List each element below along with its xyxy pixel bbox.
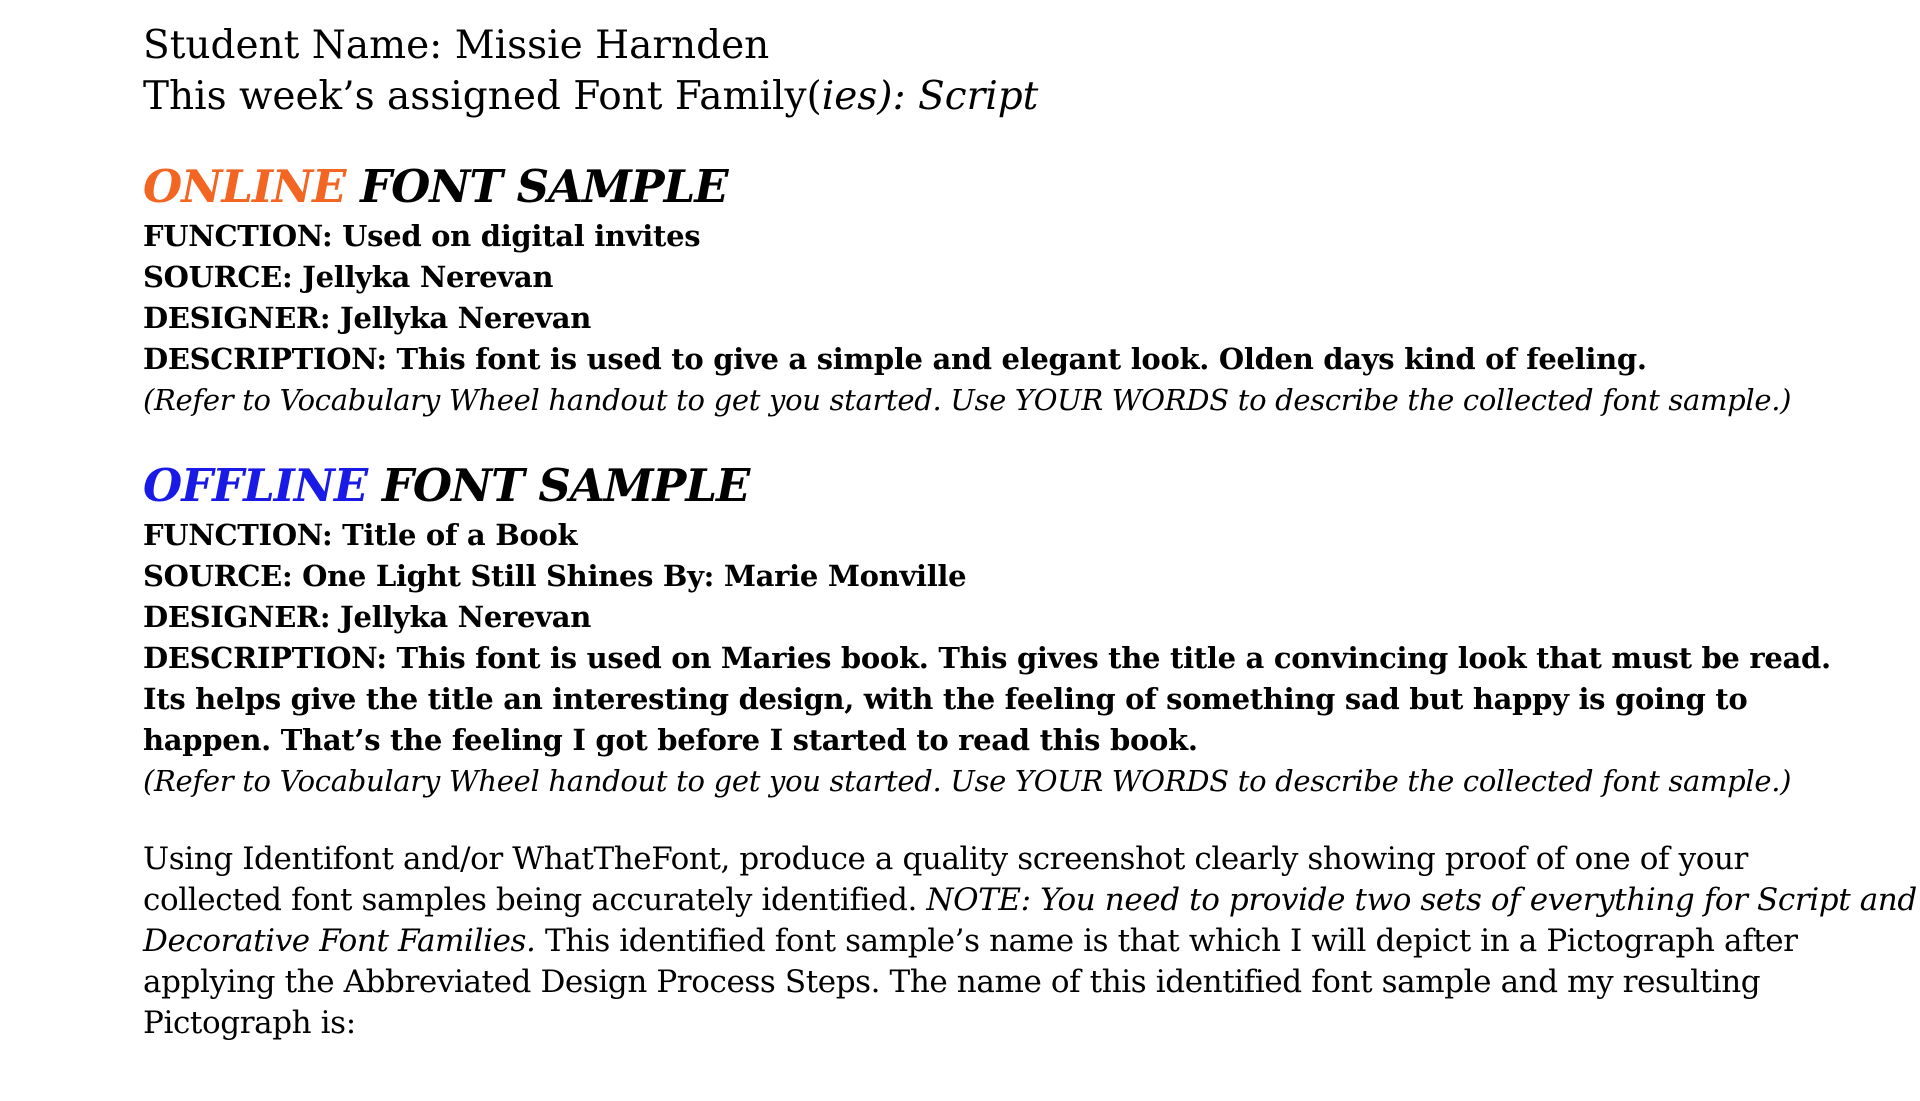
instructions-line: Pictograph is: <box>143 1005 356 1041</box>
instructions-text: This identified font sample’s name is that which I will depict in a Pictograph after <box>535 923 1798 959</box>
offline-source: SOURCE: One Light Still Shines By: Marie Monville <box>143 559 967 593</box>
student-name: Missie Harnden <box>454 23 770 68</box>
online-function: FUNCTION: Used on digital invites <box>143 219 701 253</box>
offline-function: FUNCTION: Title of a Book <box>143 518 578 552</box>
instructions-line: applying the Abbreviated Design Process Steps. The name of this identified font sample and my resulting <box>143 964 1761 1000</box>
offline-section-title <box>143 457 1883 515</box>
offline-title-accent: OFFLINE <box>143 459 368 512</box>
online-designer: DESIGNER: Jellyka Nerevan <box>143 301 591 335</box>
offline-designer: DESIGNER: Jellyka Nerevan <box>143 600 591 634</box>
online-title-rest: FONT SAMPLE <box>345 160 728 213</box>
instructions-line: Using Identifont and/or WhatTheFont, produce a quality screenshot clearly showing proof of one of your <box>143 841 1748 877</box>
offline-description-line: DESCRIPTION: This font is used on Maries book. This gives the title a convincing look that must be read. <box>143 641 1831 675</box>
student-name-line <box>143 20 1883 71</box>
instructions-note: Decorative Font Families. <box>143 923 536 959</box>
offline-title-rest: FONT SAMPLE <box>367 459 750 512</box>
font-family-line <box>143 71 1883 122</box>
instructions-note: NOTE: You need to provide two sets of everything for Script and <box>926 882 1917 918</box>
font-family-label: This week’s assigned Font Family( <box>143 74 822 119</box>
instructions-line <box>143 921 1883 962</box>
instructions-text: collected font samples being accurately identified. <box>143 882 927 918</box>
instructions-paragraph <box>143 839 1917 1044</box>
offline-description-line: Its helps give the title an interesting design, with the feeling of something sad but happy is going to <box>143 682 1748 716</box>
online-description: DESCRIPTION: This font is used to give a simple and elegant look. Olden days kind of feeling. <box>143 342 1647 376</box>
document-page <box>143 20 1917 1044</box>
online-title-accent: ONLINE <box>143 160 346 213</box>
offline-note: (Refer to Vocabulary Wheel handout to get you started. Use YOUR WORDS to describe the collected font sample.) <box>143 764 1792 798</box>
font-family-value: ies): Script <box>821 74 1039 119</box>
offline-description-line: happen. That’s the feeling I got before I started to read this book. <box>143 723 1198 757</box>
online-note: (Refer to Vocabulary Wheel handout to get you started. Use YOUR WORDS to describe the collected font sample.) <box>143 383 1792 417</box>
instructions-line <box>143 880 1917 921</box>
online-section-title <box>143 158 1883 216</box>
online-source: SOURCE: Jellyka Nerevan <box>143 260 554 294</box>
student-name-label: Student Name: <box>143 23 455 68</box>
